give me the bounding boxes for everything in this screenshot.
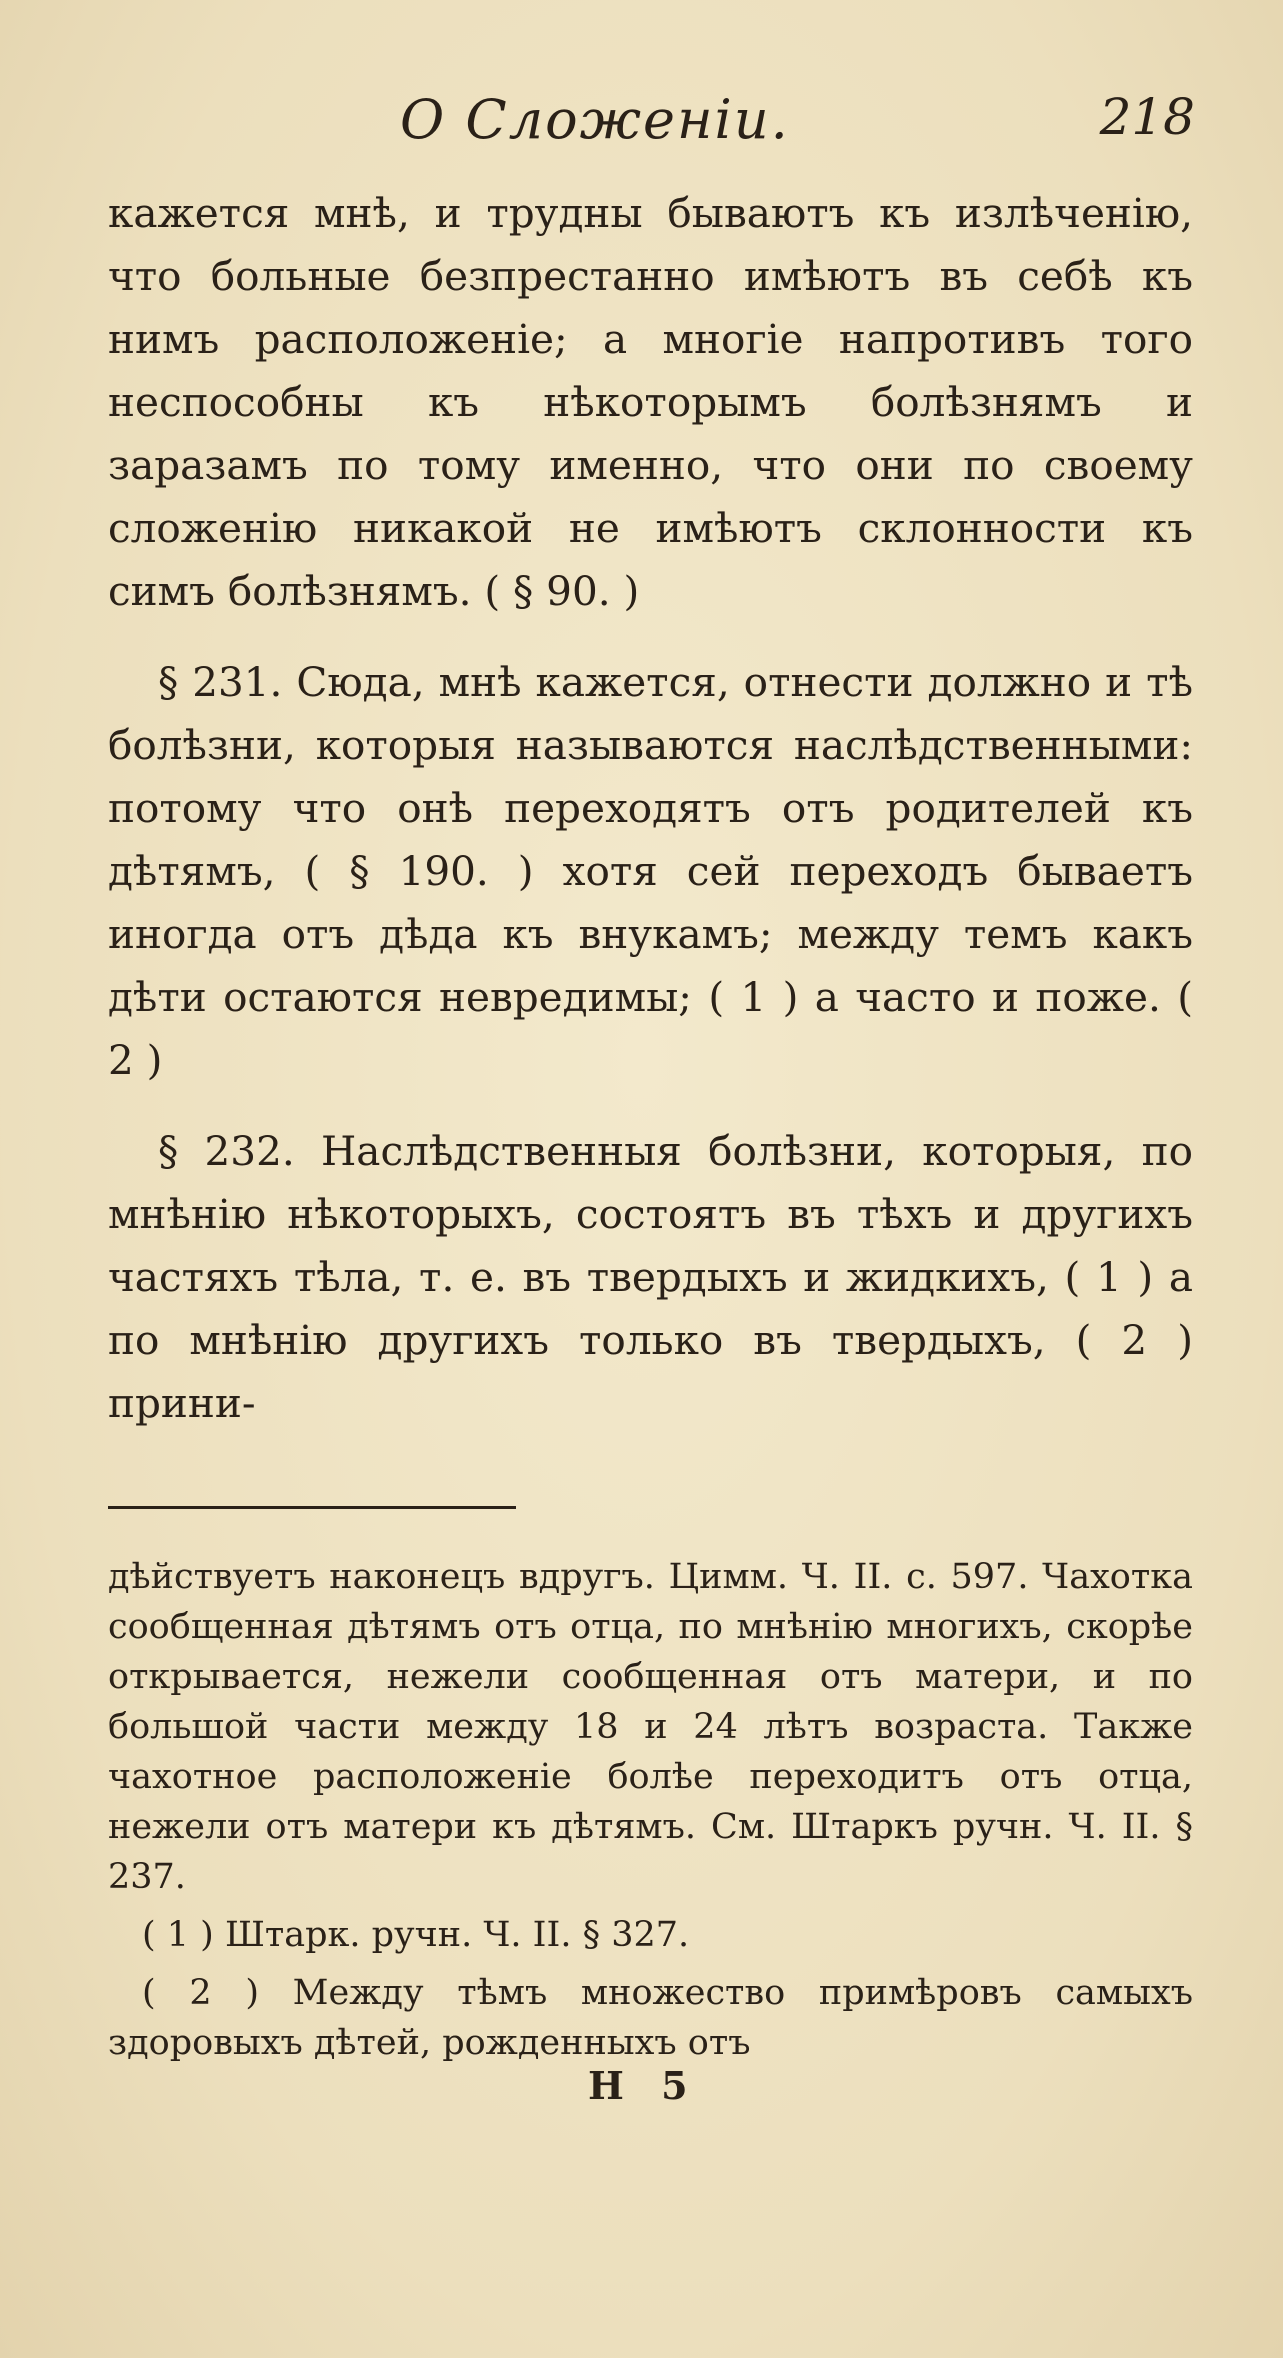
paragraph-continuation: кажется мнѣ, и трудны бываютъ къ излѣченiю, что больные безпрестанно имѣютъ въ себѣ къ нимъ расположенiе; а многiе напротивъ того неспособны къ нѣкоторымъ болѣзнямъ и заразамъ по тому именно, что они по своему сложенiю никакой не имѣютъ склонности къ симъ болѣзнямъ. ( § 90. ) [108,189,1193,615]
running-title: О Сложенiи. [400,88,790,151]
footnotes [108,1552,1193,2068]
main-text [108,182,1193,1435]
footnote-divider [108,1506,516,1509]
paragraph-section-231: § 231. Сюда, мнѣ кажется, отнести должно и тѣ болѣзни, которыя называются наслѣдственными: потому что онѣ переходятъ отъ родителей къ дѣтямъ, ( § 190. ) хотя сей переходъ бываетъ иногда отъ дѣда къ внукамъ; между темъ какъ дѣти остаются невредимы; ( 1 ) а часто и поже. ( 2 ) [108,658,1193,1084]
page-header [0,88,1283,168]
footnote-1: ( 1 ) Штарк. ручн. Ч. II. § 327. [142,1915,690,1955]
paragraph-section-232: § 232. Наслѣдственныя болѣзни, которыя, по мнѣнiю нѣкоторыхъ, состоятъ въ тѣхъ и другихъ частяхъ тѣла, т. е. въ твердыхъ и жидкихъ, ( 1 ) а по мнѣнiю другихъ только въ твердыхъ, ( 2 ) прини- [108,1127,1193,1427]
footnote-continuation: дѣйствуетъ наконецъ вдругъ. Цимм. Ч. II. с. 597. Чахотка сообщенная дѣтямъ отъ отца, по мнѣнiю многихъ, скорѣе открывается, нежели сообщенная отъ матери, и по большой части между 18 и 24 лѣтъ возраста. Также чахотное расположенiе болѣе переходитъ отъ отца, нежели отъ матери къ дѣтямъ. См. Штаркъ ручн. Ч. II. § 237. [108,1557,1193,1897]
page-number: 218 [1099,88,1195,146]
signature-mark: Н 5 [588,2063,700,2108]
footnote-2: ( 2 ) Между тѣмъ множество примѣровъ самыхъ здоровыхъ дѣтей, рожденныхъ отъ [108,1973,1193,2063]
